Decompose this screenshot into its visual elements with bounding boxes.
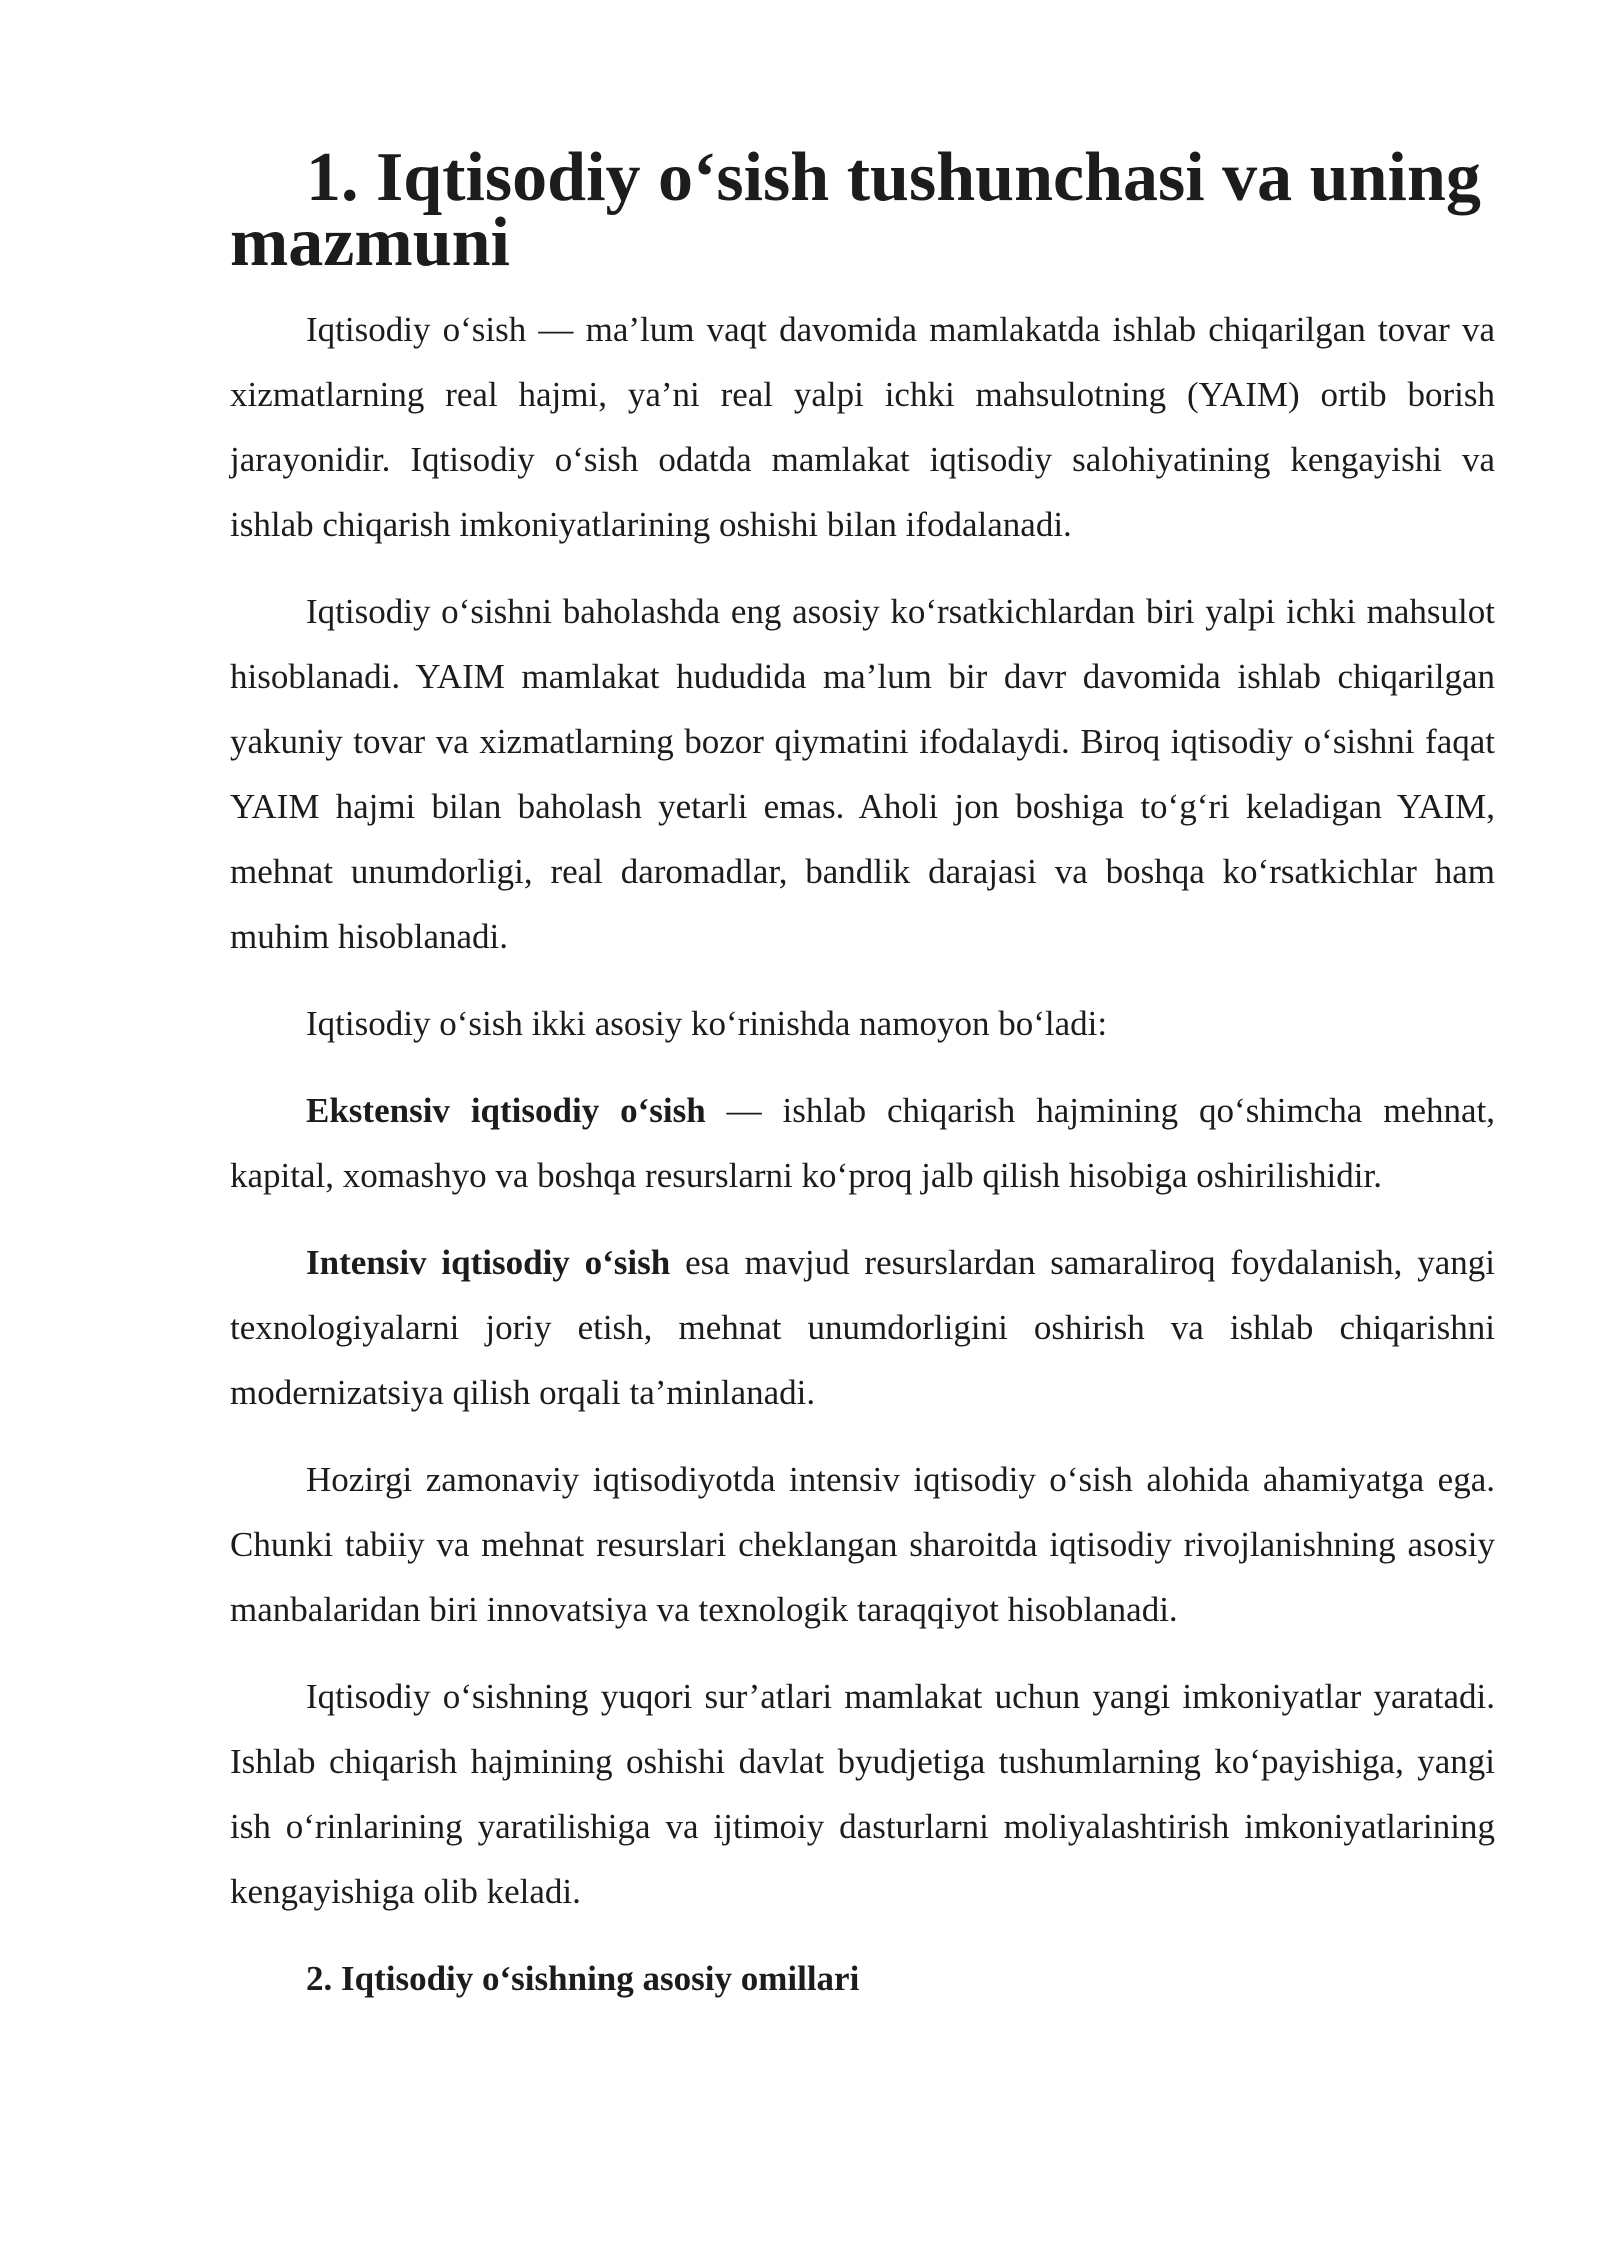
paragraph-intensive-growth [230, 1230, 1495, 1425]
document-page [230, 139, 1495, 2011]
paragraph-modern-economy: Hozirgi zamonaviy iqtisodiyotda intensiv iqtisodiy o‘sish alohida ahamiyatga ega. Chunki tabiiy va mehnat resurslari cheklangan sharoitda iqtisodiy rivojlanishning asosiy manbalaridan biri innovatsiya va texnologik taraqqiyot hisoblanadi. [230, 1460, 1495, 1629]
section-2-heading: 2. Iqtisodiy o‘sishning asosiy omillari [306, 1959, 860, 1998]
paragraph-extensive-growth [230, 1078, 1495, 1208]
extensive-description: — ishlab chiqarish hajmining qo‘shimcha mehnat, kapital, xomashyo va boshqa resurslarni ko‘proq jalb qilish hisobiga oshirilishidir. [230, 1091, 1495, 1195]
term-extensive: Ekstensiv iqtisodiy o‘sish [306, 1091, 706, 1130]
paragraph-definition: Iqtisodiy o‘sish — ma’lum vaqt davomida mamlakatda ishlab chiqarilgan tovar va xizmatlarning real hajmi, ya’ni real yalpi ichki mahsulotning (YAIM) ortib borish jarayonidir. Iqtisodiy o‘sish odatda mamlakat iqtisodiy salohiyatining kengayishi va ishlab chiqarish imkoniyatlarining oshishi bilan ifodalanadi. [230, 310, 1495, 544]
paragraph-two-forms: Iqtisodiy o‘sish ikki asosiy ko‘rinishda namoyon bo‘ladi: [306, 1004, 1108, 1043]
paragraph-gdp-indicator: Iqtisodiy o‘sishni baholashda eng asosiy ko‘rsatkichlardan biri yalpi ichki mahsulot hisoblanadi. YAIM mamlakat hududida ma’lum bir davr davomida ishlab chiqarilgan yakuniy tovar va xizmatlarning bozor qiymatini ifodalaydi. Biroq iqtisodiy o‘sishni faqat YAIM hajmi bilan baholash yetarli emas. Aholi jon boshiga to‘g‘ri keladigan YAIM, mehnat unumdorligi, real daromadlar, bandlik darajasi va boshqa ko‘rsatkichlar ham muhim hisoblanadi. [230, 592, 1495, 956]
intensive-description: esa mavjud resurslardan samaraliroq foydalanish, yangi texnologiyalarni joriy etish, mehnat unumdorligini oshirish va ishlab chiqarishni modernizatsiya qilish orqali ta’minlanadi. [230, 1243, 1495, 1412]
term-intensive: Intensiv iqtisodiy o‘sish [306, 1243, 671, 1282]
section-1-heading: 1. Iqtisodiy o‘sish tushunchasi va uning mazmuni [230, 139, 1481, 281]
paragraph-growth-opportunities: Iqtisodiy o‘sishning yuqori sur’atlari mamlakat uchun yangi imkoniyatlar yaratadi. Ishlab chiqarish hajmining oshishi davlat byudjetiga tushumlarning ko‘payishiga, yangi ish o‘rinlarining yaratilishiga va ijtimoiy dasturlarni moliyalashtirish imkoniyatlarining kengayishiga olib keladi. [230, 1677, 1495, 1911]
